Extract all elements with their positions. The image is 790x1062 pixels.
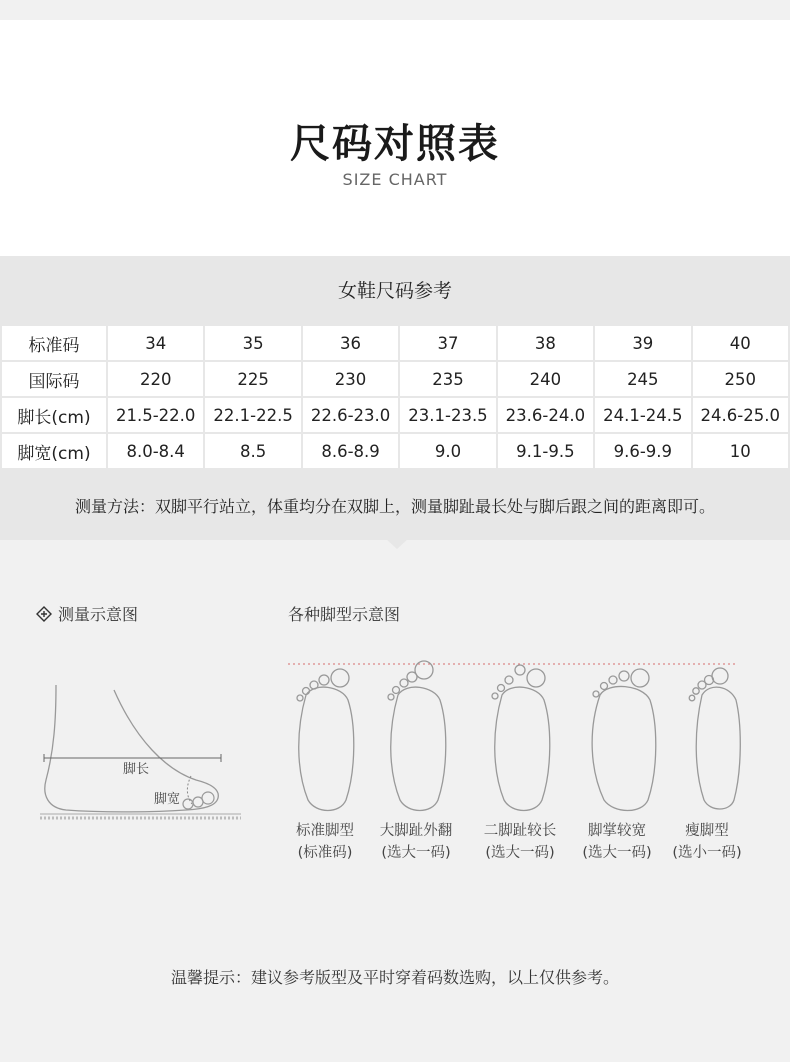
table-heading: 女鞋尺码参考: [337, 279, 452, 302]
diamond-plus-icon: [36, 606, 52, 622]
table-row: [2, 362, 788, 396]
foot-type-caption: [366, 820, 466, 864]
foot-length-label: 脚长: [123, 762, 150, 777]
row-header: 脚宽(cm): [2, 434, 106, 468]
foot-types-title: 各种脚型示意图: [288, 605, 401, 624]
foot-outline: [297, 669, 354, 811]
table-cell: 36: [303, 326, 398, 360]
measure-note: 测量方法：双脚平行站立，体重均分在双脚上，测量脚趾最长处与脚后跟之间的距离即可。: [74, 497, 715, 516]
foot-type-caption: [567, 820, 667, 864]
table-cell: 230: [303, 362, 398, 396]
table-cell: 225: [205, 362, 300, 396]
table-cell: 23.1-23.5: [400, 398, 495, 432]
table-cell: 24.6-25.0: [693, 398, 788, 432]
foot-type-advice: (选小一码): [672, 845, 742, 861]
table-cell: 10: [693, 434, 788, 468]
page-title: 尺码对照表: [290, 121, 500, 167]
foot-type-caption: [275, 820, 375, 864]
table-row: [2, 326, 788, 360]
table-cell: 235: [400, 362, 495, 396]
foot-type-caption: [657, 820, 757, 864]
table-cell: 21.5-22.0: [108, 398, 203, 432]
foot-type-advice: (标准码): [297, 845, 353, 861]
foot-type-name: 二脚趾较长: [483, 823, 557, 839]
size-table-section: [0, 256, 790, 470]
table-cell: 40: [693, 326, 788, 360]
diagram-area: [0, 540, 790, 1062]
table-cell: 22.1-22.5: [205, 398, 300, 432]
foot-type-name: 脚掌较宽: [588, 823, 646, 839]
table-cell: 34: [108, 326, 203, 360]
foot-type-advice: (选大一码): [582, 845, 652, 861]
tip-text: 温馨提示：建议参考版型及平时穿着码数选购，以上仅供参考。: [170, 968, 619, 987]
row-header: 标准码: [2, 326, 106, 360]
foot-types-illustration: [286, 650, 756, 820]
table-cell: 39: [595, 326, 690, 360]
table-cell: 8.5: [205, 434, 300, 468]
foot-type-advice: (选大一码): [381, 845, 451, 861]
top-band: [0, 0, 790, 20]
table-cell: 37: [400, 326, 495, 360]
note-arrow: [385, 538, 409, 549]
table-cell: 23.6-24.0: [498, 398, 593, 432]
size-table: [0, 324, 790, 470]
foot-type-name: 标准脚型: [296, 823, 354, 839]
page-subtitle: SIZE CHART: [342, 170, 448, 189]
table-cell: 9.1-9.5: [498, 434, 593, 468]
row-header: 国际码: [2, 362, 106, 396]
measure-diagram-label: 测量示意图: [58, 605, 139, 624]
table-row: [2, 398, 788, 432]
foot-width-label: 脚宽: [154, 792, 181, 807]
table-row: [2, 434, 788, 468]
foot-type-name: 大脚趾外翻: [379, 823, 453, 839]
table-cell: 35: [205, 326, 300, 360]
table-cell: 9.0: [400, 434, 495, 468]
table-cell: 9.6-9.9: [595, 434, 690, 468]
table-cell: 22.6-23.0: [303, 398, 398, 432]
measure-note-band: [0, 470, 790, 540]
table-cell: 8.0-8.4: [108, 434, 203, 468]
table-cell: 250: [693, 362, 788, 396]
table-cell: 220: [108, 362, 203, 396]
table-cell: 38: [498, 326, 593, 360]
table-cell: 24.1-24.5: [595, 398, 690, 432]
table-cell: 245: [595, 362, 690, 396]
table-cell: 8.6-8.9: [303, 434, 398, 468]
foot-type-advice: (选大一码): [485, 845, 555, 861]
foot-type-name: 瘦脚型: [685, 823, 729, 839]
foot-measure-illustration: [36, 680, 256, 830]
measure-diagram-title: [36, 602, 138, 625]
row-header: 脚长(cm): [2, 398, 106, 432]
table-cell: 240: [498, 362, 593, 396]
header: [0, 20, 790, 256]
foot-type-caption: [470, 820, 570, 864]
